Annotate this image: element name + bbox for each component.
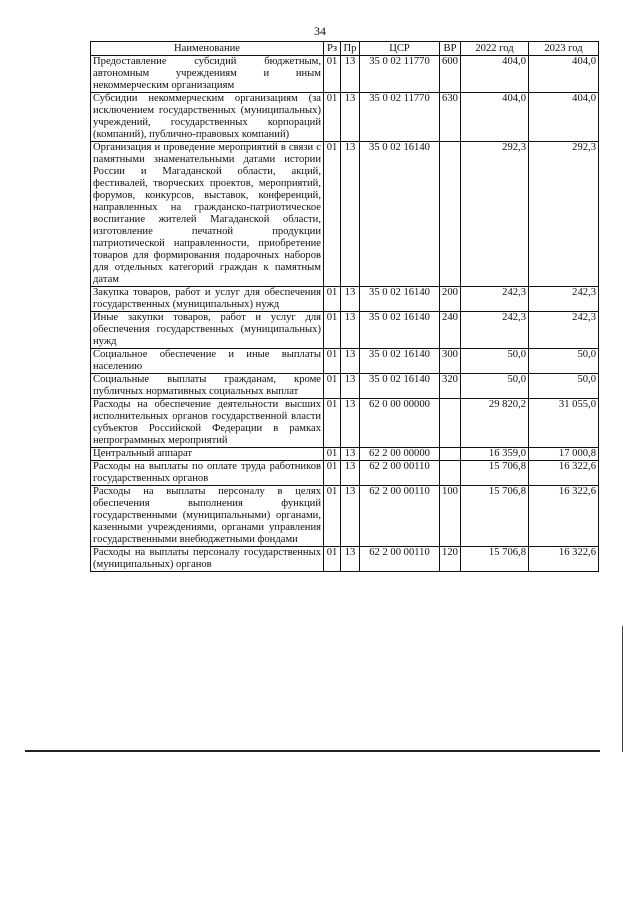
- row-name: Расходы на выплаты персоналу в целях обеспечения выполнения функций государственными (муниципальными) органами, казенными учреждениями, органами управления государственными внебюджетными фондами: [91, 486, 324, 547]
- row-rz: 01: [324, 486, 341, 547]
- row-amount-2023: 31 055,0: [529, 399, 599, 448]
- row-name: Предоставление субсидий бюджетным, автономным учреждениям и иным некоммерческим организациям: [91, 56, 324, 93]
- table-row: [91, 461, 599, 486]
- row-amount-2023: 16 322,6: [529, 486, 599, 547]
- row-vr: 600: [440, 56, 461, 93]
- page-number: 34: [314, 24, 326, 38]
- header-2023: 2023 год: [529, 42, 599, 56]
- row-amount-2023: 404,0: [529, 93, 599, 142]
- header-rz: Рз: [324, 42, 341, 56]
- row-name: Социальные выплаты гражданам, кроме публичных нормативных социальных выплат: [91, 374, 324, 399]
- row-name: Закупка товаров, работ и услуг для обеспечения государственных (муниципальных) нужд: [91, 287, 324, 312]
- row-vr: 200: [440, 287, 461, 312]
- row-csr: 62 2 00 00110: [360, 486, 440, 547]
- row-name: Расходы на выплаты по оплате труда работников государственных органов: [91, 461, 324, 486]
- row-amount-2023: 16 322,6: [529, 547, 599, 572]
- row-rz: 01: [324, 287, 341, 312]
- row-vr: 300: [440, 349, 461, 374]
- table-row: [91, 56, 599, 93]
- row-amount-2022: 29 820,2: [461, 399, 529, 448]
- table-row: [91, 374, 599, 399]
- row-csr: 35 0 02 16140: [360, 312, 440, 349]
- row-vr: [440, 142, 461, 287]
- row-name: Организация и проведение мероприятий в связи с памятными знаменательными датами истории России и Магаданской области, акций, фестивалей, творческих проектов, мероприятий, форумов, конкурсов, выставок, конференций, направленных на гражданско-патриотическое воспитание жителей Магаданской области, изготовление печатной продукции патриотической направленности, приобретение товаров для формирования подарочных наборов для отдельных категорий граждан к памятным датам: [91, 142, 324, 287]
- row-pr: 13: [341, 349, 360, 374]
- row-rz: 01: [324, 547, 341, 572]
- row-name: Центральный аппарат: [91, 448, 324, 461]
- row-amount-2023: 292,3: [529, 142, 599, 287]
- table-row: [91, 287, 599, 312]
- row-rz: 01: [324, 374, 341, 399]
- row-csr: 35 0 02 16140: [360, 374, 440, 399]
- table-row: [91, 93, 599, 142]
- header-vr: ВР: [440, 42, 461, 56]
- row-csr: 62 0 00 00000: [360, 399, 440, 448]
- row-amount-2023: 16 322,6: [529, 461, 599, 486]
- row-rz: 01: [324, 56, 341, 93]
- row-vr: 240: [440, 312, 461, 349]
- row-amount-2022: 292,3: [461, 142, 529, 287]
- row-csr: 62 2 00 00110: [360, 461, 440, 486]
- row-amount-2022: 15 706,8: [461, 547, 529, 572]
- row-rz: 01: [324, 312, 341, 349]
- margin-scan-line: [622, 626, 623, 752]
- budget-table: [90, 41, 599, 572]
- row-pr: 13: [341, 142, 360, 287]
- row-vr: [440, 399, 461, 448]
- row-amount-2022: 404,0: [461, 56, 529, 93]
- row-vr: [440, 461, 461, 486]
- table-row: [91, 312, 599, 349]
- row-name: Расходы на выплаты персоналу государственных (муниципальных) органов: [91, 547, 324, 572]
- table-row: [91, 142, 599, 287]
- row-rz: 01: [324, 349, 341, 374]
- row-amount-2022: 404,0: [461, 93, 529, 142]
- row-amount-2022: 16 359,0: [461, 448, 529, 461]
- row-amount-2022: 242,3: [461, 312, 529, 349]
- row-csr: 35 0 02 16140: [360, 287, 440, 312]
- row-amount-2022: 50,0: [461, 374, 529, 399]
- row-pr: 13: [341, 312, 360, 349]
- header-name: Наименование: [91, 42, 324, 56]
- row-amount-2022: 50,0: [461, 349, 529, 374]
- table-row: [91, 547, 599, 572]
- row-pr: 13: [341, 547, 360, 572]
- row-csr: 62 2 00 00000: [360, 448, 440, 461]
- table-row: [91, 349, 599, 374]
- row-pr: 13: [341, 287, 360, 312]
- row-rz: 01: [324, 448, 341, 461]
- row-amount-2023: 242,3: [529, 287, 599, 312]
- header-csr: ЦСР: [360, 42, 440, 56]
- row-name: Субсидии некоммерческим организациям (за исключением государственных (муниципальных) учреждений, государственных корпораций (компаний), публично-правовых компаний): [91, 93, 324, 142]
- row-pr: 13: [341, 448, 360, 461]
- row-name: Социальное обеспечение и иные выплаты населению: [91, 349, 324, 374]
- row-pr: 13: [341, 374, 360, 399]
- row-pr: 13: [341, 56, 360, 93]
- header-2022: 2022 год: [461, 42, 529, 56]
- row-rz: 01: [324, 399, 341, 448]
- row-amount-2022: 15 706,8: [461, 486, 529, 547]
- row-amount-2023: 50,0: [529, 374, 599, 399]
- row-name: Иные закупки товаров, работ и услуг для обеспечения государственных (муниципальных) нужд: [91, 312, 324, 349]
- row-rz: 01: [324, 93, 341, 142]
- row-pr: 13: [341, 486, 360, 547]
- row-rz: 01: [324, 461, 341, 486]
- row-rz: 01: [324, 142, 341, 287]
- row-amount-2023: 404,0: [529, 56, 599, 93]
- row-csr: 35 0 02 16140: [360, 349, 440, 374]
- header-pr: Пр: [341, 42, 360, 56]
- row-vr: 100: [440, 486, 461, 547]
- row-pr: 13: [341, 93, 360, 142]
- row-pr: 13: [341, 461, 360, 486]
- row-csr: 35 0 02 16140: [360, 142, 440, 287]
- row-vr: [440, 448, 461, 461]
- row-amount-2023: 50,0: [529, 349, 599, 374]
- row-amount-2023: 242,3: [529, 312, 599, 349]
- row-pr: 13: [341, 399, 360, 448]
- table-header-row: [91, 42, 599, 56]
- row-amount-2022: 242,3: [461, 287, 529, 312]
- row-vr: 320: [440, 374, 461, 399]
- row-csr: 35 0 02 11770: [360, 56, 440, 93]
- row-amount-2023: 17 000,8: [529, 448, 599, 461]
- table-row: [91, 448, 599, 461]
- page-bottom-rule: [25, 750, 600, 752]
- table-row: [91, 399, 599, 448]
- row-csr: 35 0 02 11770: [360, 93, 440, 142]
- row-vr: 120: [440, 547, 461, 572]
- row-amount-2022: 15 706,8: [461, 461, 529, 486]
- table-row: [91, 486, 599, 547]
- row-csr: 62 2 00 00110: [360, 547, 440, 572]
- row-name: Расходы на обеспечение деятельности высших исполнительных органов государственной власти субъектов Российской Федерации в рамках непрограммных мероприятий: [91, 399, 324, 448]
- row-vr: 630: [440, 93, 461, 142]
